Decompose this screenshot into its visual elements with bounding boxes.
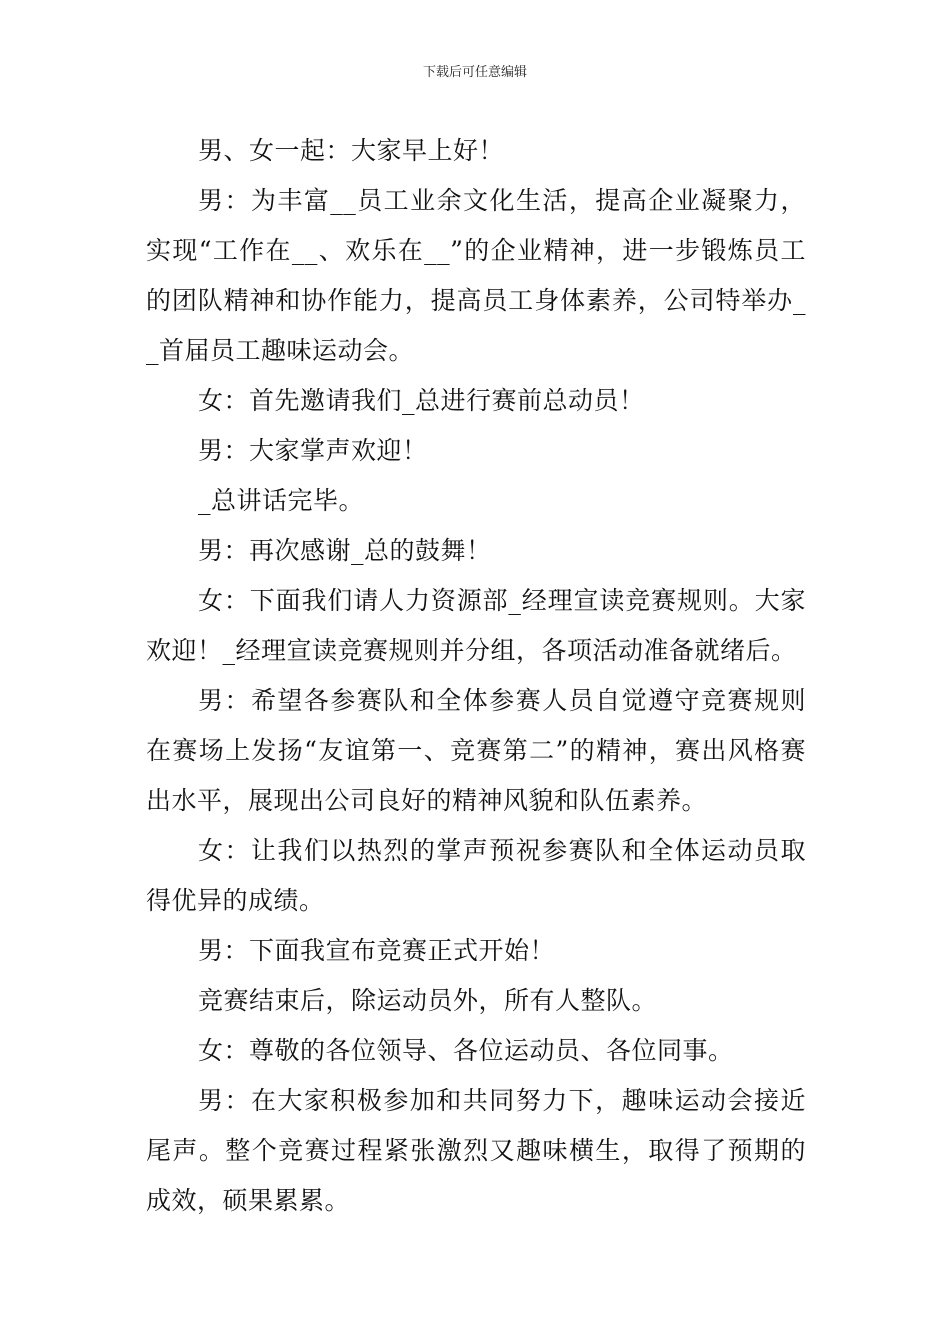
page-header: 下载后可任意编辑: [422, 65, 527, 80]
paragraph-rules: 女：下面我们请人力资源部_经理宣读竞赛规则。大家欢迎！_经理宣读竞赛规则并分组，各项活动准备就绪后。: [146, 586, 806, 665]
document-body: [146, 126, 806, 1226]
paragraph-line-up: 竞赛结束后，除运动员外，所有人整队。: [198, 986, 658, 1015]
paragraph-start: 男：下面我宣布竞赛正式开始！: [198, 936, 556, 965]
paragraph-applause: 男：大家掌声欢迎！: [198, 436, 428, 465]
paragraph-closing: 男：在大家积极参加和共同努力下，趣味运动会接近尾声。整个竞赛过程紧张激烈又趣味横生，取得了预期的成效，硕果累累。: [146, 1086, 806, 1215]
paragraph-invite-speech: 女：首先邀请我们_总进行赛前总动员！: [198, 386, 645, 415]
paragraph-sportsmanship: 男：希望各参赛队和全体参赛人员自觉遵守竞赛规则在赛场上发扬“友谊第一、竞赛第二”的精神，赛出风格赛出水平，展现出公司良好的精神风貌和队伍素养。: [146, 686, 806, 815]
paragraph-thanks: 男：再次感谢_总的鼓舞！: [198, 536, 492, 565]
paragraph-wishes: 女：让我们以热烈的掌声预祝参赛队和全体运动员取得优异的成绩。: [146, 836, 806, 915]
paragraph-speech-done: _总讲话完毕。: [198, 486, 365, 515]
paragraph-address: 女：尊敬的各位领导、各位运动员、各位同事。: [198, 1036, 734, 1065]
paragraph-greeting: 男、女一起：大家早上好！: [198, 136, 505, 165]
paragraph-intro: 男：为丰富__员工业余文化生活，提高企业凝聚力，实现“工作在__、欢乐在__”的企业精神，进一步锻炼员工的团队精神和协作能力，提高员工身体素养，公司特举办__首届员工趣味运动会。: [146, 186, 806, 365]
